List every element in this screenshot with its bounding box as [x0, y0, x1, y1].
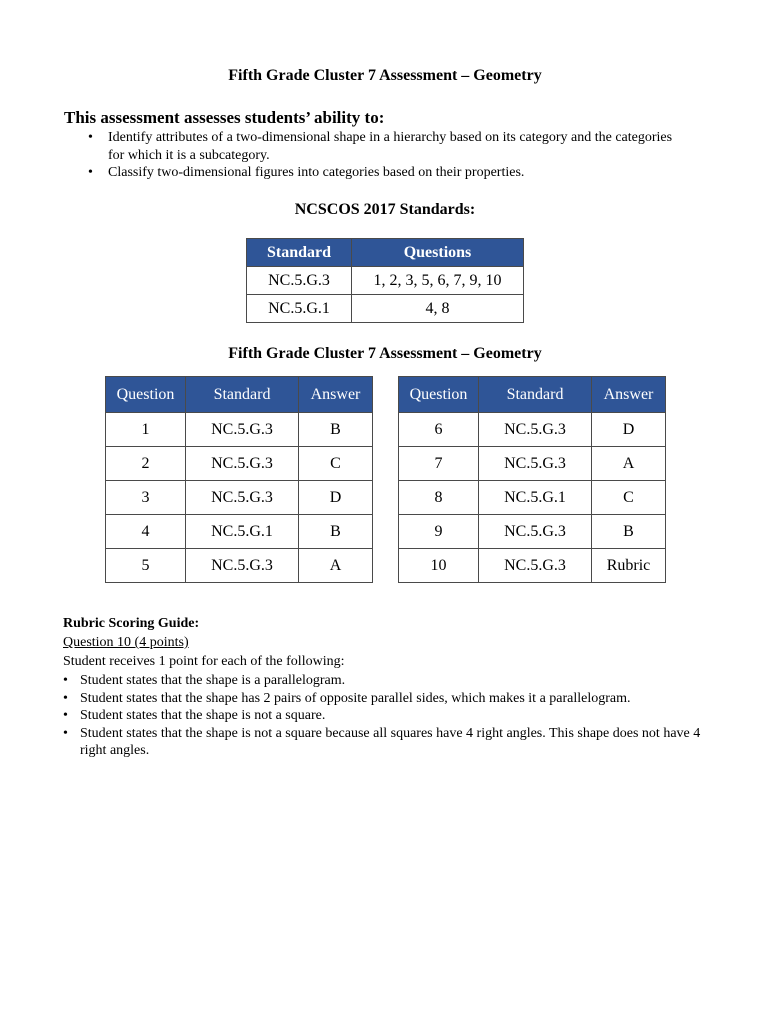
column-header: Question	[399, 377, 479, 413]
table-row	[106, 447, 373, 481]
question-cell: 9	[399, 515, 479, 549]
column-header: Questions	[352, 239, 524, 267]
answer-key-table-left	[105, 376, 373, 583]
rubric-item: • Student states that the shape has 2 pairs of opposite parallel sides, which makes it a parallelogram.	[63, 690, 713, 708]
answer-cell: A	[592, 447, 666, 481]
column-header: Question	[106, 377, 186, 413]
answer-key-heading: Fifth Grade Cluster 7 Assessment – Geometry	[228, 345, 542, 362]
table-row	[247, 295, 524, 323]
table-row	[106, 413, 373, 447]
table-header-row	[247, 239, 524, 267]
question-cell: 4	[106, 515, 186, 549]
rubric-item: • Student states that the shape is a parallelogram.	[63, 672, 713, 690]
table-row	[399, 413, 666, 447]
question-cell: 8	[399, 481, 479, 515]
standard-cell: NC.5.G.3	[479, 549, 592, 583]
table-cell: 1, 2, 3, 5, 6, 7, 9, 10	[352, 267, 524, 295]
rubric-question: Question 10 (4 points)	[63, 635, 189, 650]
table-row	[106, 481, 373, 515]
question-cell: 1	[106, 413, 186, 447]
standard-cell: NC.5.G.3	[479, 515, 592, 549]
table-cell: 4, 8	[352, 295, 524, 323]
standard-cell: NC.5.G.3	[479, 447, 592, 481]
standard-cell: NC.5.G.1	[479, 481, 592, 515]
question-cell: 10	[399, 549, 479, 583]
standard-cell: NC.5.G.3	[186, 481, 299, 515]
answer-cell: C	[592, 481, 666, 515]
rubric-title: Rubric Scoring Guide:	[63, 616, 200, 631]
answer-cell: D	[592, 413, 666, 447]
answer-cell: C	[299, 447, 373, 481]
standard-cell: NC.5.G.3	[186, 447, 299, 481]
objectives-list	[86, 129, 686, 182]
question-cell: 3	[106, 481, 186, 515]
answer-cell: B	[299, 515, 373, 549]
standard-cell: NC.5.G.3	[479, 413, 592, 447]
rubric-item: • Student states that the shape is not a square.	[63, 707, 713, 725]
answer-cell: Rubric	[592, 549, 666, 583]
answer-cell: B	[592, 515, 666, 549]
table-row	[106, 515, 373, 549]
standard-cell: NC.5.G.3	[186, 413, 299, 447]
question-cell: 2	[106, 447, 186, 481]
objective-item: • Classify two-dimensional figures into categories based on their properties.	[86, 164, 686, 182]
intro-heading: This assessment assesses students’ ability to:	[64, 108, 385, 127]
rubric-item: • Student states that the shape is not a square because all squares have 4 right angles. This shape does not have 4 right angles.	[63, 725, 713, 760]
table-header-row	[106, 377, 373, 413]
table-row	[399, 549, 666, 583]
column-header: Standard	[479, 377, 592, 413]
answer-cell: B	[299, 413, 373, 447]
standards-table	[246, 238, 524, 323]
objective-item: • Identify attributes of a two-dimensional shape in a hierarchy based on its category and the categories for which it is a subcategory.	[86, 129, 686, 164]
document-title: Fifth Grade Cluster 7 Assessment – Geometry	[228, 67, 542, 84]
table-cell: NC.5.G.1	[247, 295, 352, 323]
standard-cell: NC.5.G.3	[186, 549, 299, 583]
table-row	[399, 515, 666, 549]
column-header: Standard	[186, 377, 299, 413]
answer-key-table-right	[398, 376, 666, 583]
column-header: Standard	[247, 239, 352, 267]
rubric-section	[63, 614, 713, 760]
column-header: Answer	[592, 377, 666, 413]
question-cell: 5	[106, 549, 186, 583]
answer-cell: A	[299, 549, 373, 583]
table-row	[247, 267, 524, 295]
table-row	[399, 447, 666, 481]
standard-cell: NC.5.G.1	[186, 515, 299, 549]
standards-heading: NCSCOS 2017 Standards:	[294, 201, 476, 218]
answer-cell: D	[299, 481, 373, 515]
table-row	[399, 481, 666, 515]
table-header-row	[399, 377, 666, 413]
rubric-lead: Student receives 1 point for each of the following:	[63, 654, 345, 669]
column-header: Answer	[299, 377, 373, 413]
table-cell: NC.5.G.3	[247, 267, 352, 295]
question-cell: 6	[399, 413, 479, 447]
rubric-list	[63, 672, 713, 760]
question-cell: 7	[399, 447, 479, 481]
table-row	[106, 549, 373, 583]
